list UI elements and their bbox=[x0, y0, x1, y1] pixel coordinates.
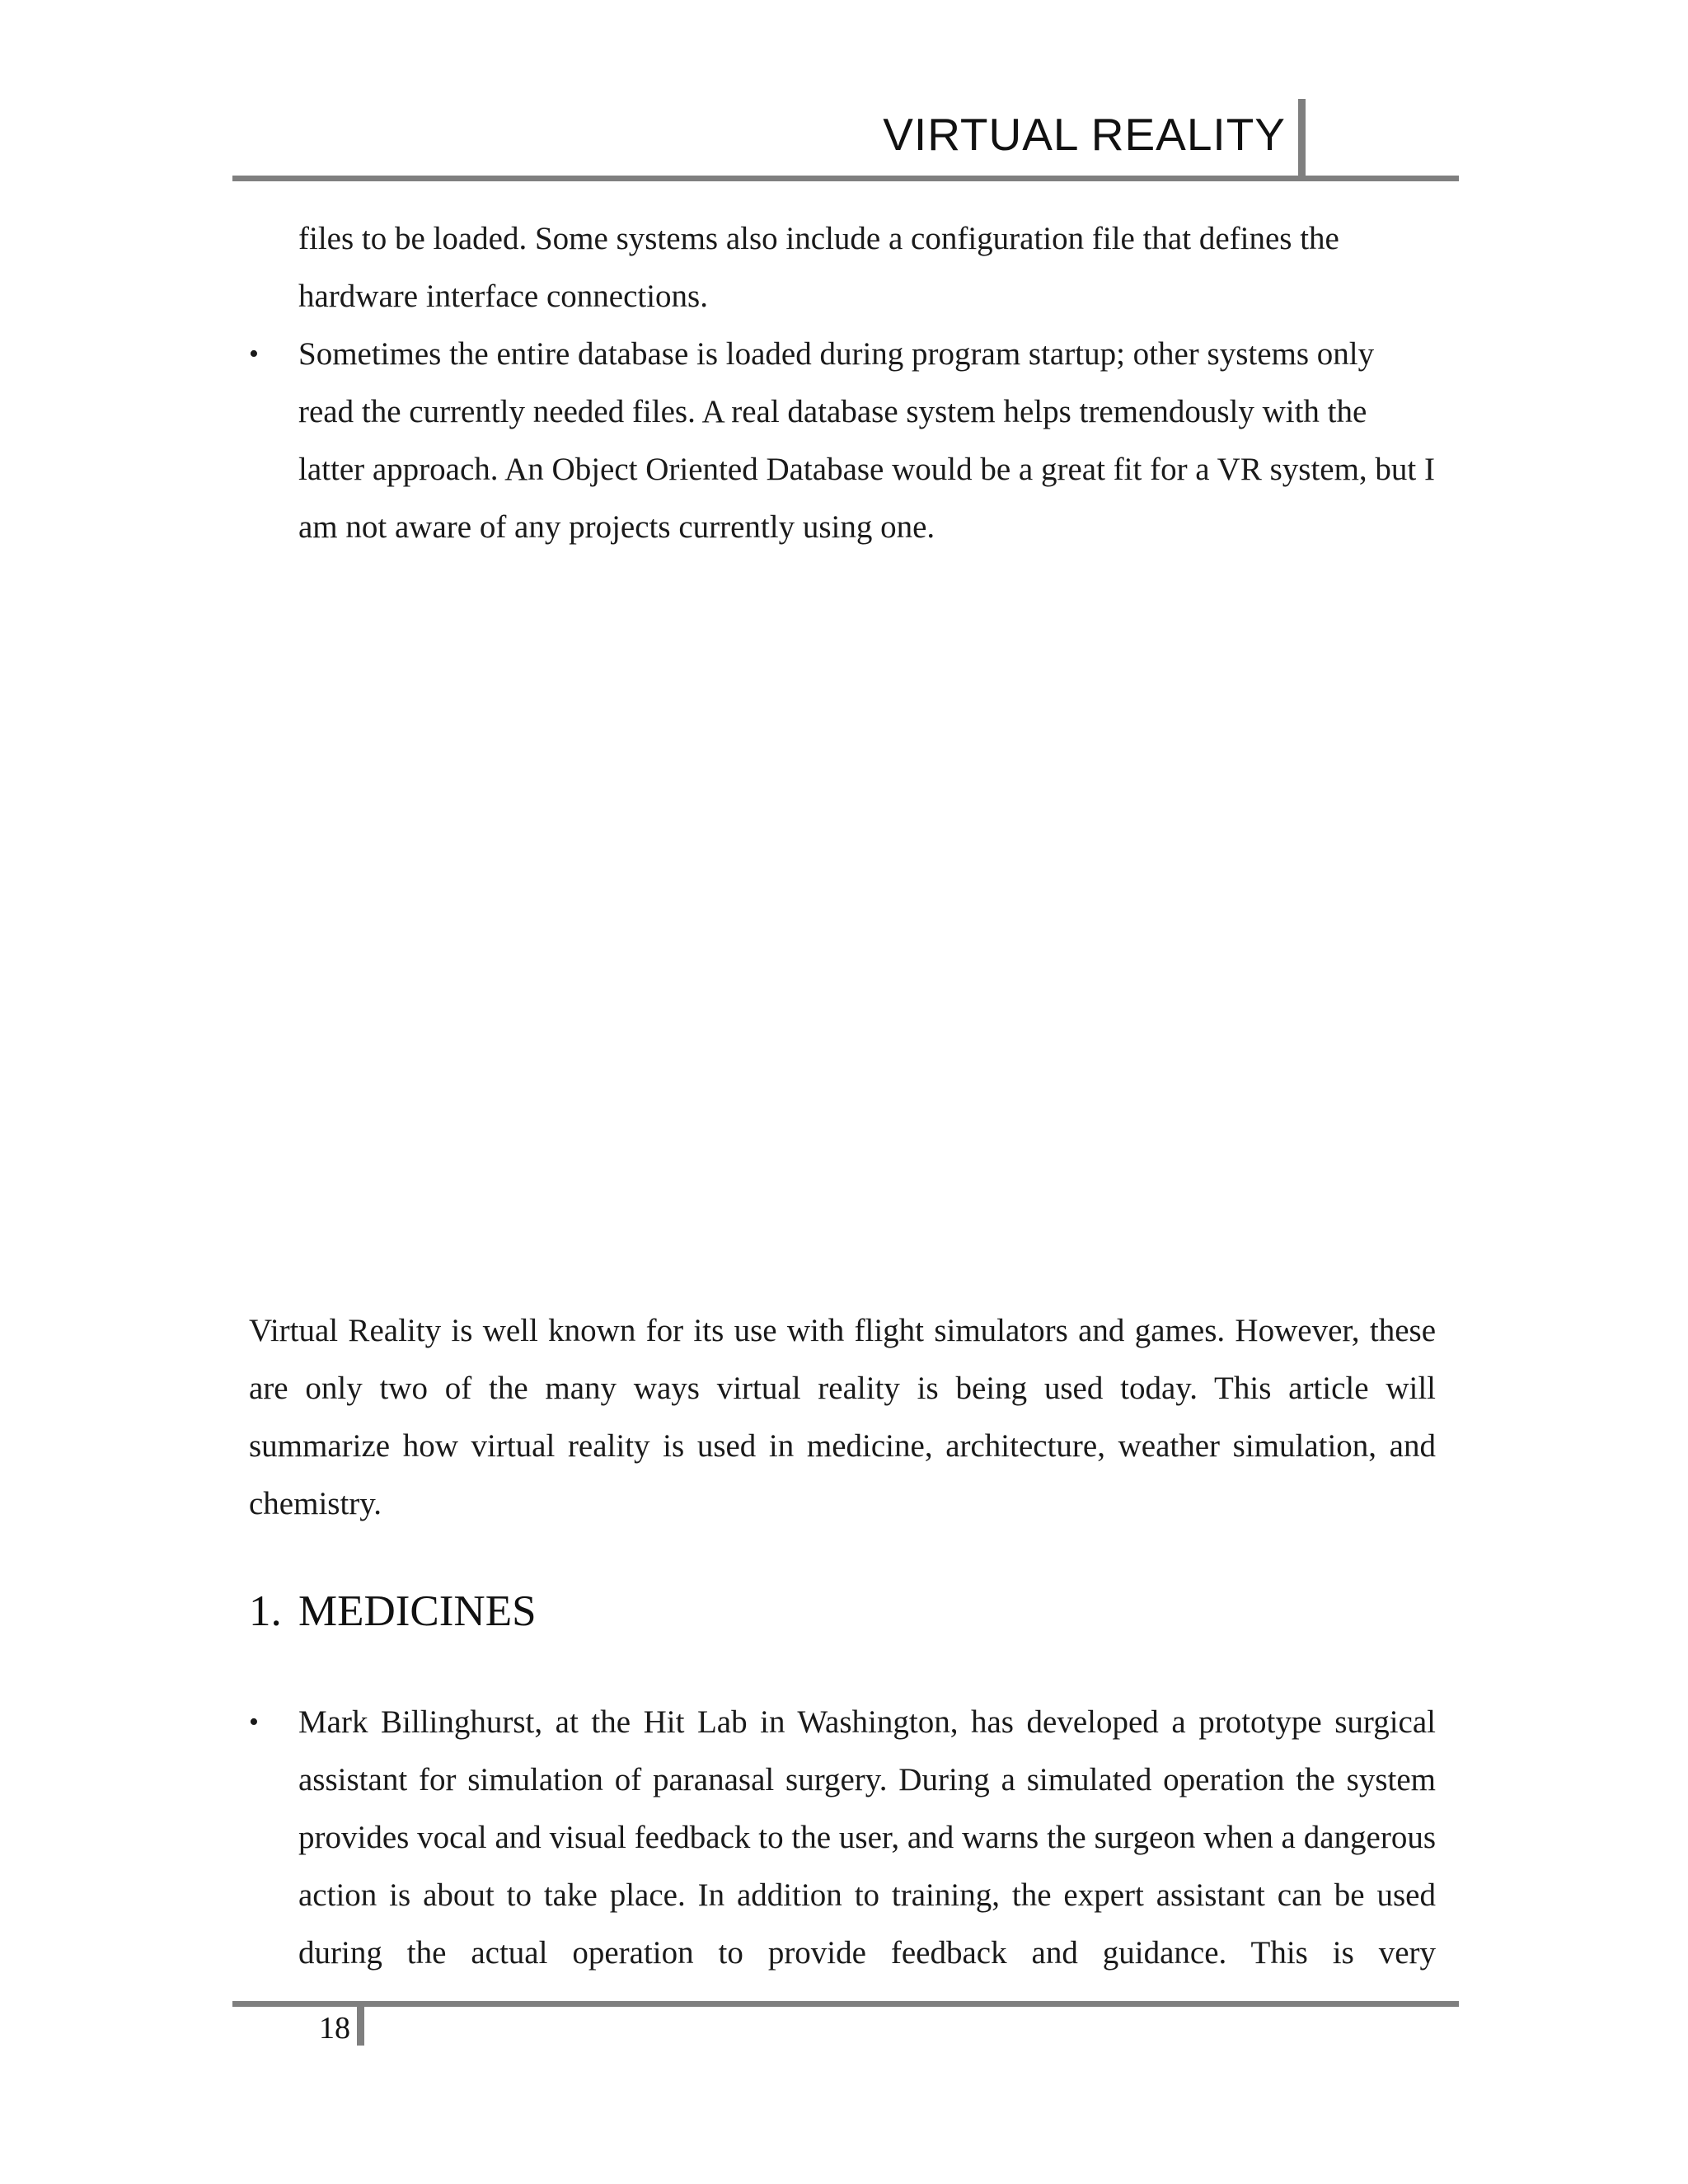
header-rule bbox=[232, 176, 1459, 181]
intro-paragraph: Virtual Reality is well known for its use with flight simulators and games. However, these are only two of the many ways virtual reality is being used today. This article will summarize how virtual reality is used in medicine, architecture, weather simulation, and chemistry. bbox=[249, 1313, 1436, 1521]
section-number: 1. bbox=[249, 1587, 282, 1635]
bullet-text: Mark Billinghurst, at the Hit Lab in Washington, has developed a prototype surgical assistant for simulation of paranasal surgery. During a simulated operation the system provides vocal and visual feedback to the user, and warns the surgeon when a dangerous action is about to take place. In addition to training, the expert assistant can be used during the actual operation to provide feedback and guidance. This is very bbox=[298, 1704, 1436, 1971]
bullet-list-item bbox=[249, 326, 1436, 556]
continued-bullet-text: files to be loaded. Some systems also include a configuration file that defines the hardware interface connections. bbox=[298, 221, 1339, 314]
footer-vertical-bar bbox=[357, 2001, 364, 2046]
page-number: 18 bbox=[319, 2011, 350, 2046]
header-vertical-bar bbox=[1298, 99, 1306, 181]
bullet-icon: • bbox=[249, 1707, 259, 1737]
footer-rule bbox=[232, 2001, 1459, 2007]
bullet-icon: • bbox=[249, 339, 259, 369]
running-header-title: VIRTUAL REALITY bbox=[883, 109, 1286, 160]
section-heading bbox=[249, 1582, 1073, 1640]
section-title: MEDICINES bbox=[298, 1587, 537, 1635]
bullet-list-item bbox=[249, 1694, 1436, 1982]
bullet-text: Sometimes the entire database is loaded during program startup; other systems only read the currently needed files. A real database system helps tremendously with the latter approach. An Object Oriented Database would be a great fit for a VR system, but I am not aware of any projects currently using one. bbox=[298, 336, 1435, 545]
